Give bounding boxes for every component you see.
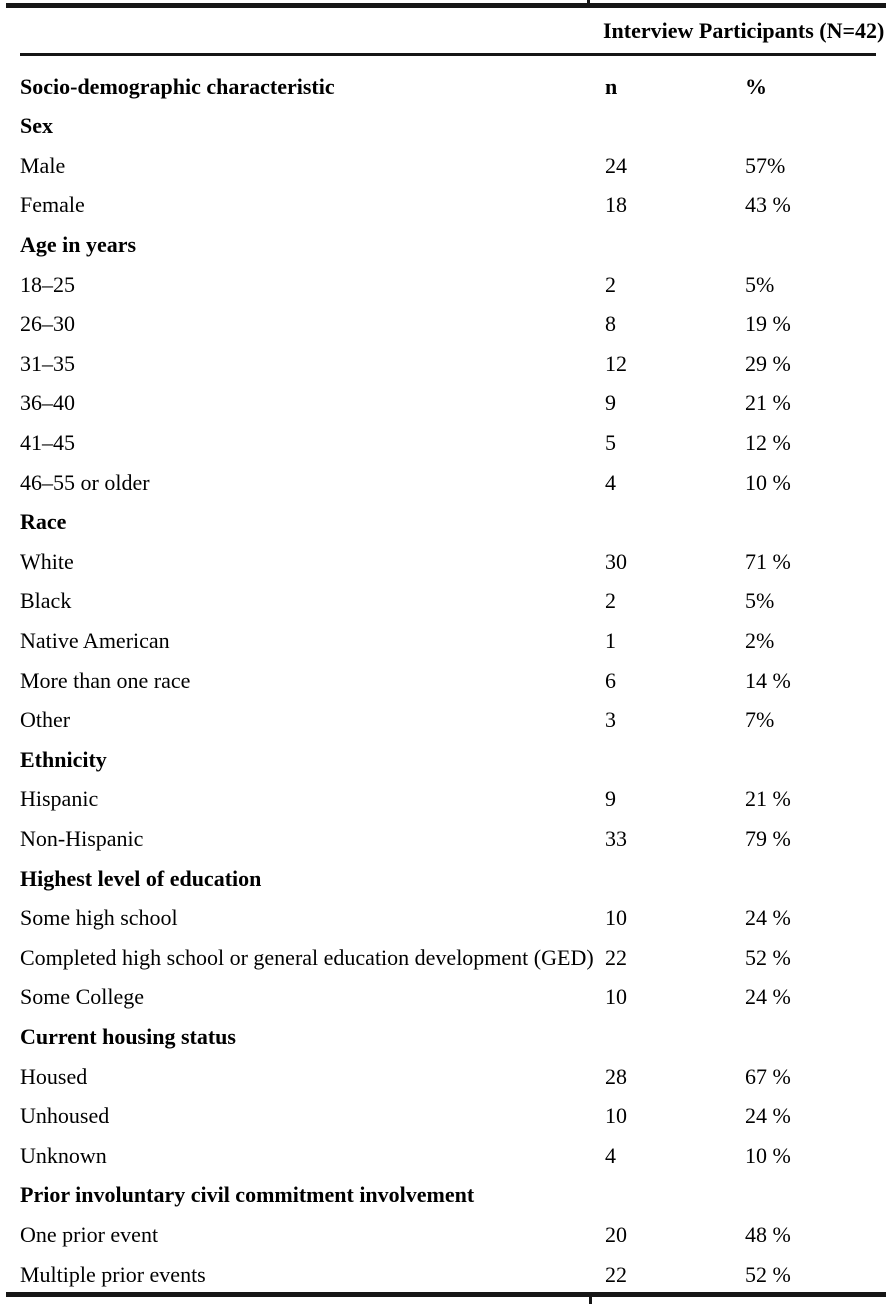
row-pct-value: 24 % bbox=[745, 1103, 791, 1129]
table-row bbox=[0, 898, 896, 938]
row-pct-value: 67 % bbox=[745, 1063, 791, 1089]
row-label: Female bbox=[20, 192, 85, 218]
row-n-value: 10 bbox=[605, 905, 627, 931]
row-label: Current housing status bbox=[20, 1023, 236, 1049]
row-pct-value: 19 % bbox=[745, 311, 791, 337]
row-label: 18–25 bbox=[20, 271, 75, 297]
row-label: Hispanic bbox=[20, 786, 99, 812]
table-row bbox=[0, 819, 896, 859]
table-row bbox=[0, 978, 896, 1018]
table-row bbox=[0, 701, 896, 741]
row-pct-value: 48 % bbox=[745, 1221, 791, 1247]
row-label: 31–35 bbox=[20, 350, 75, 376]
row-n-value: 3 bbox=[605, 707, 616, 733]
column-header-n: n bbox=[605, 73, 618, 99]
section-row bbox=[0, 225, 896, 265]
row-n-value: 5 bbox=[605, 430, 616, 456]
row-label: Native American bbox=[20, 628, 170, 654]
column-divider-tick-bottom bbox=[589, 1296, 592, 1304]
section-row bbox=[0, 740, 896, 780]
table-row bbox=[0, 186, 896, 226]
table-row bbox=[0, 265, 896, 305]
column-header-characteristic: Socio-demographic characteristic bbox=[20, 73, 335, 99]
table-row bbox=[0, 423, 896, 463]
row-n-value: 2 bbox=[605, 588, 616, 614]
table-row bbox=[0, 1215, 896, 1255]
row-n-value: 9 bbox=[605, 786, 616, 812]
row-n-value: 1 bbox=[605, 628, 616, 654]
table-row bbox=[0, 1255, 896, 1295]
column-header-row bbox=[0, 67, 896, 107]
row-label: Highest level of education bbox=[20, 865, 262, 891]
table-row bbox=[0, 780, 896, 820]
table-row bbox=[0, 661, 896, 701]
row-pct-value: 79 % bbox=[745, 825, 791, 851]
column-header-pct: % bbox=[745, 73, 767, 99]
row-label: 36–40 bbox=[20, 390, 75, 416]
row-n-value: 22 bbox=[605, 1261, 627, 1287]
table-row bbox=[0, 146, 896, 186]
row-pct-value: 5% bbox=[745, 271, 775, 297]
row-label: Male bbox=[20, 152, 66, 178]
row-label: More than one race bbox=[20, 667, 191, 693]
row-n-value: 28 bbox=[605, 1063, 627, 1089]
row-n-value: 10 bbox=[605, 1103, 627, 1129]
row-label: Some College bbox=[20, 984, 145, 1010]
row-pct-value: 52 % bbox=[745, 1261, 791, 1287]
row-label: Unknown bbox=[20, 1142, 107, 1168]
section-row bbox=[0, 503, 896, 543]
row-pct-value: 12 % bbox=[745, 430, 791, 456]
table-row bbox=[0, 1096, 896, 1136]
row-label: Non-Hispanic bbox=[20, 825, 144, 851]
row-pct-value: 7% bbox=[745, 707, 775, 733]
table-body bbox=[0, 56, 896, 1294]
row-n-value: 33 bbox=[605, 825, 627, 851]
row-pct-value: 71 % bbox=[745, 548, 791, 574]
row-pct-value: 52 % bbox=[745, 944, 791, 970]
span-header-interview-participants: Interview Participants (N=42) bbox=[603, 18, 885, 43]
row-pct-value: 5% bbox=[745, 588, 775, 614]
row-pct-value: 24 % bbox=[745, 905, 791, 931]
table-row bbox=[0, 542, 896, 582]
table-row bbox=[0, 305, 896, 345]
table-row bbox=[0, 938, 896, 978]
row-label: One prior event bbox=[20, 1221, 159, 1247]
table-row bbox=[0, 384, 896, 424]
row-label: Race bbox=[20, 509, 67, 535]
table-row bbox=[0, 582, 896, 622]
row-n-value: 4 bbox=[605, 1142, 616, 1168]
row-pct-value: 10 % bbox=[745, 1142, 791, 1168]
row-pct-value: 14 % bbox=[745, 667, 791, 693]
table-row bbox=[0, 463, 896, 503]
section-row bbox=[0, 107, 896, 147]
row-label: Housed bbox=[20, 1063, 88, 1089]
row-n-value: 8 bbox=[605, 311, 616, 337]
row-pct-value: 10 % bbox=[745, 469, 791, 495]
row-pct-value: 24 % bbox=[745, 984, 791, 1010]
table-row bbox=[0, 1057, 896, 1097]
row-label: Unhoused bbox=[20, 1103, 110, 1129]
row-pct-value: 29 % bbox=[745, 350, 791, 376]
row-n-value: 24 bbox=[605, 152, 627, 178]
table-bottom-rule bbox=[6, 1292, 886, 1297]
row-n-value: 18 bbox=[605, 192, 627, 218]
row-label: Sex bbox=[20, 113, 53, 139]
row-label: 26–30 bbox=[20, 311, 75, 337]
row-label: 41–45 bbox=[20, 430, 75, 456]
row-label: Black bbox=[20, 588, 72, 614]
row-label: 46–55 or older bbox=[20, 469, 150, 495]
row-label: Some high school bbox=[20, 905, 178, 931]
row-n-value: 10 bbox=[605, 984, 627, 1010]
row-n-value: 2 bbox=[605, 271, 616, 297]
row-label: Completed high school or general education development (GED) bbox=[20, 944, 594, 970]
row-n-value: 22 bbox=[605, 944, 627, 970]
row-label: Ethnicity bbox=[20, 746, 107, 772]
table-row bbox=[0, 344, 896, 384]
section-row bbox=[0, 1176, 896, 1216]
row-pct-value: 21 % bbox=[745, 786, 791, 812]
row-n-value: 30 bbox=[605, 548, 627, 574]
row-n-value: 4 bbox=[605, 469, 616, 495]
row-pct-value: 43 % bbox=[745, 192, 791, 218]
table-top-rule bbox=[6, 3, 886, 8]
row-n-value: 6 bbox=[605, 667, 616, 693]
row-pct-value: 21 % bbox=[745, 390, 791, 416]
row-n-value: 9 bbox=[605, 390, 616, 416]
table-row bbox=[0, 1136, 896, 1176]
table-row bbox=[0, 621, 896, 661]
column-divider-tick-top bbox=[587, 0, 590, 4]
row-n-value: 20 bbox=[605, 1221, 627, 1247]
row-pct-value: 2% bbox=[745, 628, 775, 654]
section-row bbox=[0, 859, 896, 899]
row-label: Prior involuntary civil commitment involvement bbox=[20, 1182, 475, 1208]
row-pct-value: 57% bbox=[745, 152, 786, 178]
row-label: White bbox=[20, 548, 74, 574]
row-n-value: 12 bbox=[605, 350, 627, 376]
row-label: Multiple prior events bbox=[20, 1261, 206, 1287]
row-label: Other bbox=[20, 707, 71, 733]
section-row bbox=[0, 1017, 896, 1057]
row-label: Age in years bbox=[20, 232, 137, 258]
